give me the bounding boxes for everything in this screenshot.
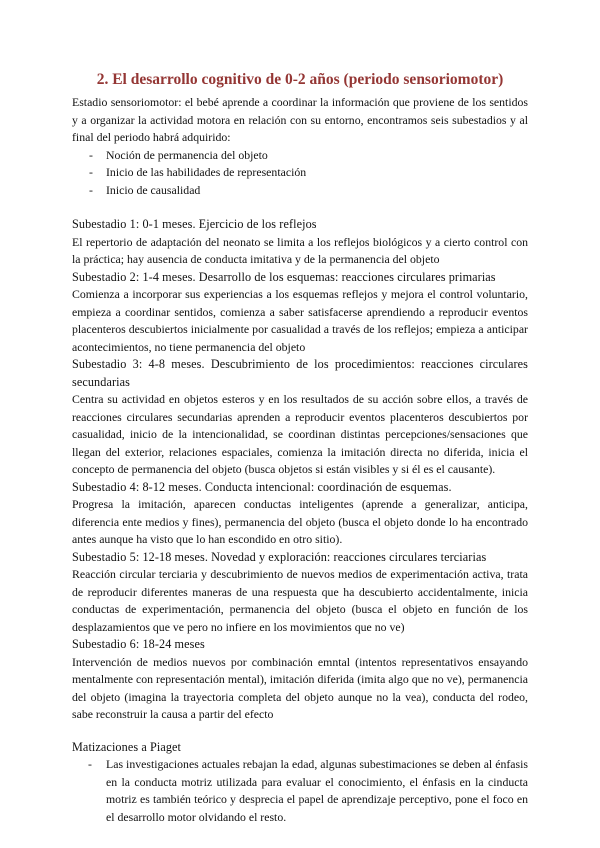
- matizaciones-heading: Matizaciones a Piaget: [72, 739, 182, 754]
- list-item: [72, 182, 528, 200]
- list-item: [72, 147, 528, 165]
- substage-2-heading: Subestadio 2: 1-4 meses. Desarrollo de los esquemas: reacciones circulares primarias: [72, 269, 496, 284]
- bullet-dash: -: [88, 757, 92, 771]
- spacer: [72, 199, 528, 216]
- substage-2-text: Comienza a incorporar sus experiencias a los esquemas reflejos y mejora el control voluntario, empieza a coordinar sentidos, comienza a saber satisfacerse aprendiendo a reproducir eventos placenteros descubiertos inicialmente por casualidad a través de los reflejos; empieza a anticipar acontecimientos, no tiene permanencia del objeto: [72, 287, 528, 354]
- bullet-dash: -: [89, 147, 93, 162]
- matizaciones-list: [72, 756, 528, 826]
- substage-3-text: Centra su actividad en objetos esteros y en los resultados de su acción sobre ellos, a través de reacciones circulares secundarias aprenden a reproducir eventos placenteros descubiertos por casualidad, inicio de la intencionalidad, se coordinan distintas percepciones/sensaciones que llegan del exterior, relaciones espaciales, comienza la imitación directa no diferida, inicia el concepto de permanencia del objeto (busca objetos si están visibles y si él es el causante).: [72, 392, 528, 476]
- substage-6-text: Intervención de medios nuevos por combinación emntal (intentos representativos ensayando mentalmente con representación mental), imitación diferida (imita algo que no ve), permanencia del objeto (imagina la trayectoria completa del objeto aunque no la vea), conducta del rodeo, sabe reconstruir la causa a partir del efecto: [72, 654, 528, 721]
- substage-6-heading: Subestadio 6: 18-24 meses: [72, 637, 205, 651]
- intro-paragraph: Estadio sensoriomotor: el bebé aprende a coordinar la información que proviene de los sentidos y a organizar la actividad motora en relación con su entorno, encontramos seis subestadios y al final del periodo habrá adquirido:: [72, 95, 528, 144]
- bullet-dash: -: [89, 182, 93, 197]
- list-item-text: Inicio de causalidad: [106, 182, 201, 197]
- section-title: 2. El desarrollo cognitivo de 0-2 años (periodo sensoriomotor): [96, 71, 504, 88]
- acquisitions-list: [72, 147, 528, 200]
- substage-1-text: El repertorio de adaptación del neonato se limita a los reflejos biológicos y a cierto control con la práctica; hay ausencia de conducta imitativa y de la permanencia del objeto: [72, 234, 528, 266]
- list-item: [88, 756, 528, 826]
- list-item-text: Inicio de las habilidades de representación: [106, 165, 307, 179]
- list-item-text: Noción de permanencia del objeto: [106, 147, 268, 162]
- substage-4-text: Progresa la imitación, aparecen conductas inteligentes (aprende a generalizar, anticipa, diferencia ente medios y fines), permanencia del objeto (busca el objeto donde lo ha encontrado antes aunque ha visto que lo han escondido en otro sitio).: [72, 497, 528, 546]
- bullet-dash: -: [89, 165, 93, 179]
- substage-5-text: Reacción circular terciaria y descubrimiento de nuevos medios de experimentación activa, trata de reproducir diferentes maneras de una respuesta que ha descubierto accidentalmente, inicia conductas de experimentación, permanencia del objeto (busca el objeto en función de los desplazamientos que ve pero no infiere en los movimientos que no ve): [72, 567, 528, 634]
- substage-4-heading: Subestadio 4: 8-12 meses. Conducta intencional: coordinación de esquemas.: [72, 479, 452, 494]
- substage-3-heading: Subestadio 3: 4-8 meses. Descubrimiento de los procedimientos: reacciones circulares secundarias: [72, 357, 528, 389]
- list-item: [72, 164, 528, 182]
- substage-5-heading: Subestadio 5: 12-18 meses. Novedad y exploración: reacciones circulares terciarias: [72, 549, 487, 564]
- spacer: [72, 724, 528, 739]
- list-item-text: Las investigaciones actuales rebajan la edad, algunas subestimaciones se deben al énfasis en la conducta motriz utilizada para evaluar el conocimiento, el énfasis en la cinducta motriz es también teórico y desprecia el papel de aprendizaje perceptivo, pone el foco en el desarrollo motor olvidando el resto.: [106, 757, 528, 824]
- document-content: [72, 70, 528, 826]
- substage-1-heading: Subestadio 1: 0-1 meses. Ejercicio de los reflejos: [72, 217, 317, 231]
